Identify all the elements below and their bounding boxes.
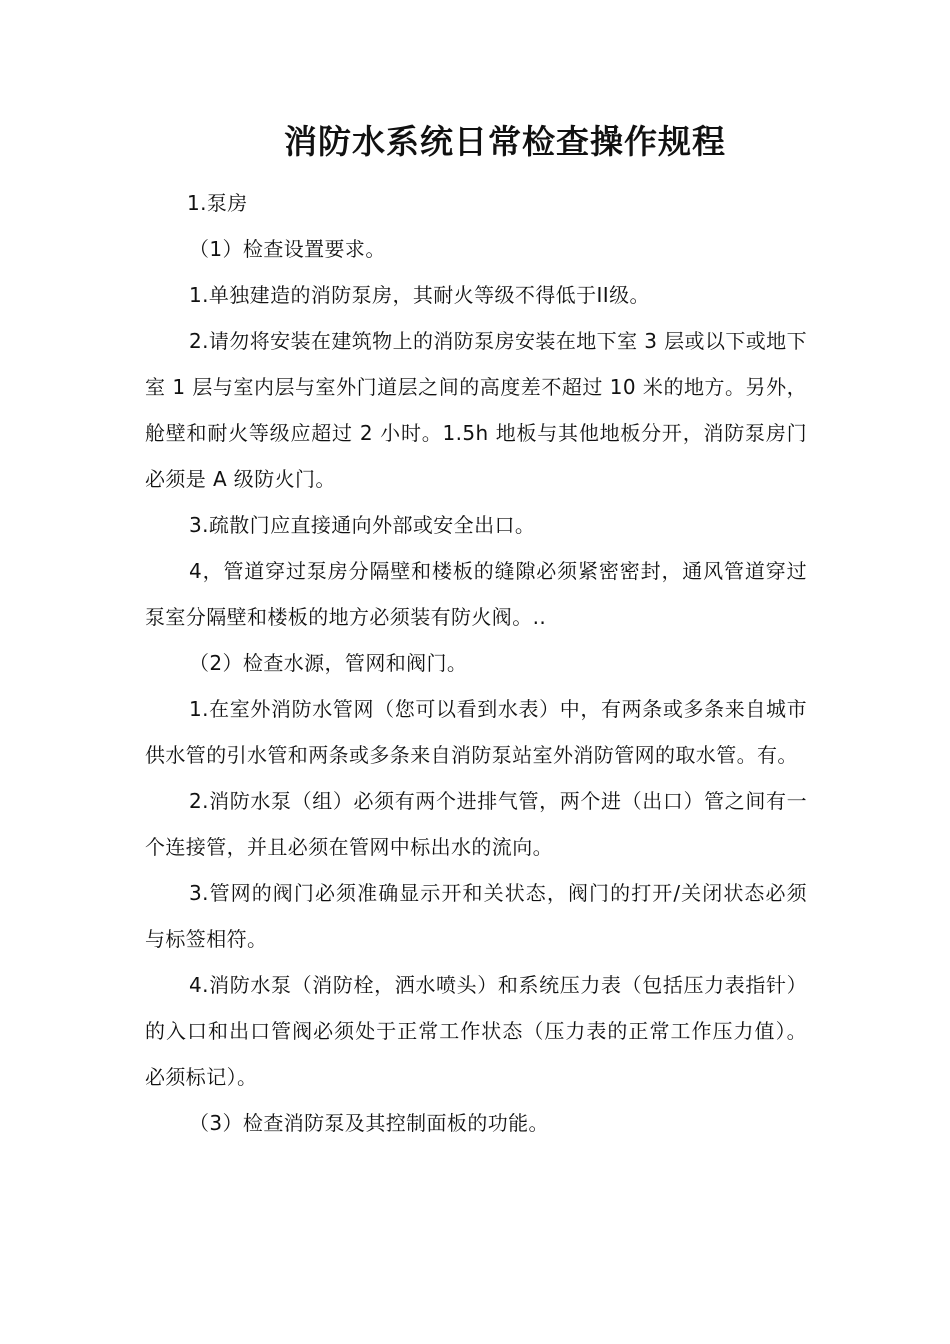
paragraph-item: 3.管网的阀门必须准确显示开和关状态，阀门的打开/关闭状态必须与标签相符。 xyxy=(145,881,807,951)
document-body xyxy=(145,180,807,1146)
paragraph-item: 4，管道穿过泵房分隔壁和楼板的缝隙必须紧密密封，通风管道穿过泵室分隔壁和楼板的地方必须装有防火阀。.. xyxy=(145,559,807,629)
paragraph-item: 2.消防水泵（组）必须有两个进排气管，两个进（出口）管之间有一个连接管，并且必须在管网中标出水的流向。 xyxy=(145,789,807,859)
paragraph-item: 4.消防水泵（消防栓，洒水喷头）和系统压力表（包括压力表指针）的入口和出口管阀必须处于正常工作状态（压力表的正常工作压力值）。必须标记）。 xyxy=(145,973,807,1089)
subsection-heading-setup-requirements: （1）检查设置要求。 xyxy=(189,237,386,261)
paragraph-item: 1.单独建造的消防泵房，其耐火等级不得低于II级。 xyxy=(189,283,650,307)
section-heading-pump-room: 1.泵房 xyxy=(187,191,248,215)
document-title: 消防水系统日常检查操作规程 xyxy=(284,122,726,161)
paragraph-item: 2.请勿将安装在建筑物上的消防泵房安装在地下室 3 层或以下或地下室 1 层与室内层与室外门道层之间的高度差不超过 10 米的地方。另外，舱壁和耐火等级应超过 2 小时。1.5h 地板与其他地板分开，消防泵房门必须是 A 级防火门。 xyxy=(145,329,807,491)
subsection-heading-water-source: （2）检查水源，管网和阀门。 xyxy=(189,651,468,675)
paragraph-item: 3.疏散门应直接通向外部或安全出口。 xyxy=(189,513,536,537)
paragraph-item: 1.在室外消防水管网（您可以看到水表）中，有两条或多条来自城市供水管的引水管和两条或多条来自消防泵站室外消防管网的取水管。有。 xyxy=(145,697,807,767)
subsection-heading-pump-function: （3）检查消防泵及其控制面板的功能。 xyxy=(189,1111,549,1135)
